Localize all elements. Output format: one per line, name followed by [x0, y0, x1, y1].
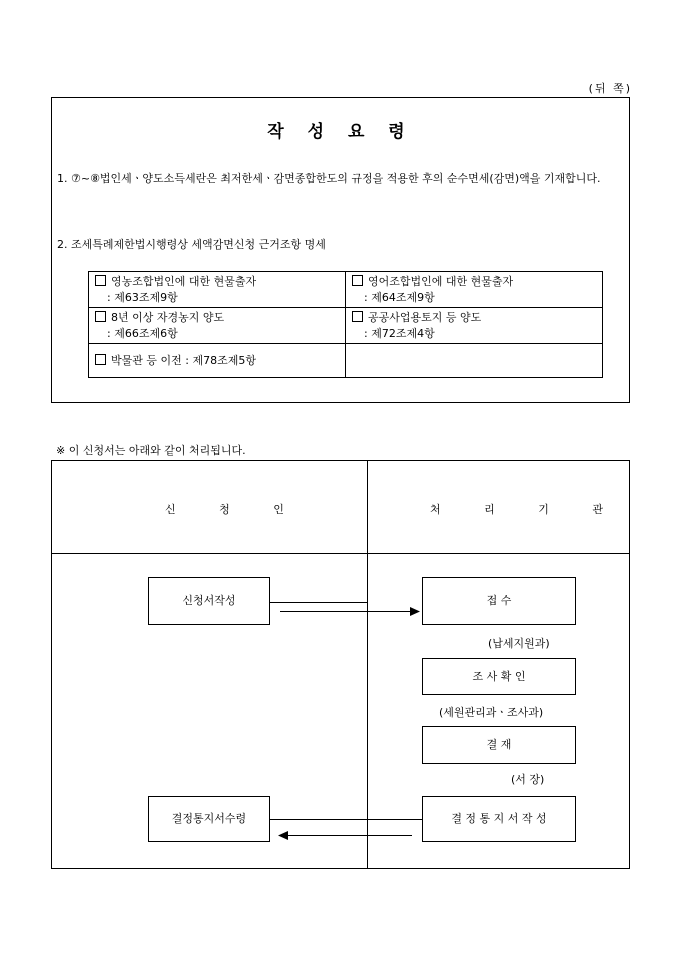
agency-column-header: 처 리 기 관 [430, 503, 623, 516]
basis-label: 박물관 등 이전 : 제78조제5항 [111, 354, 256, 367]
basis-article: : 제72조제4항 [364, 327, 435, 340]
step-review: 조 사 확 인 [422, 658, 576, 695]
arrow-right-icon [410, 607, 420, 616]
guide-item-2: 2. 조세특례제한법시행령상 세액감면신청 근거조항 명세 [57, 238, 326, 251]
basis-cell [89, 344, 346, 378]
basis-label: 영농조합법인에 대한 현물출자 [111, 275, 257, 288]
step-approval: 결 재 [422, 726, 576, 764]
table-row [89, 344, 603, 378]
writing-guide-box [51, 97, 630, 403]
step-write-application: 신청서작성 [148, 577, 270, 625]
basis-cell-empty [346, 344, 603, 378]
table-row [89, 272, 603, 308]
checkbox[interactable] [95, 354, 106, 365]
checkbox[interactable] [352, 311, 363, 322]
step-receive-notice: 결정통지서수령 [148, 796, 270, 842]
reduction-basis-table [88, 271, 603, 378]
basis-label: 8년 이상 자경농지 양도 [111, 311, 225, 324]
applicant-column-header: 신 청 인 [165, 503, 304, 516]
basis-cell [89, 272, 346, 308]
basis-article: : 제63조제9항 [107, 291, 178, 304]
intake-department: (납세지원과) [488, 637, 550, 650]
process-flow-box [51, 460, 630, 869]
page-side-label: (뒤 쪽) [588, 82, 632, 95]
checkbox[interactable] [95, 311, 106, 322]
basis-label: 영어조합법인에 대한 현물출자 [368, 275, 514, 288]
connector-line [270, 602, 368, 603]
arrow-line [288, 835, 412, 836]
table-row [89, 308, 603, 344]
step-intake: 접 수 [422, 577, 576, 625]
process-note: ※ 이 신청서는 아래와 같이 처리됩니다. [56, 444, 246, 457]
basis-cell [346, 272, 603, 308]
checkbox[interactable] [352, 275, 363, 286]
column-divider [367, 461, 368, 868]
basis-label: 공공사업용토지 등 양도 [368, 311, 482, 324]
connector-line [270, 819, 422, 820]
step-write-notice: 결 정 통 지 서 작 성 [422, 796, 576, 842]
arrow-line [280, 611, 412, 612]
arrow-left-icon [278, 831, 288, 840]
basis-cell [346, 308, 603, 344]
header-divider [52, 553, 629, 554]
approval-department: (서 장) [511, 773, 545, 786]
guide-title: 작 성 요 령 [267, 122, 414, 142]
basis-cell [89, 308, 346, 344]
review-department: (세원관리과ㆍ조사과) [439, 706, 544, 719]
checkbox[interactable] [95, 275, 106, 286]
basis-article: : 제64조제9항 [364, 291, 435, 304]
guide-item-1: 1. ⑦~⑧법인세ㆍ양도소득세란은 최저한세ㆍ감면종합한도의 규정을 적용한 후의 순수면세(감면)액을 기재합니다. [57, 172, 601, 185]
basis-article: : 제66조제6항 [107, 327, 178, 340]
